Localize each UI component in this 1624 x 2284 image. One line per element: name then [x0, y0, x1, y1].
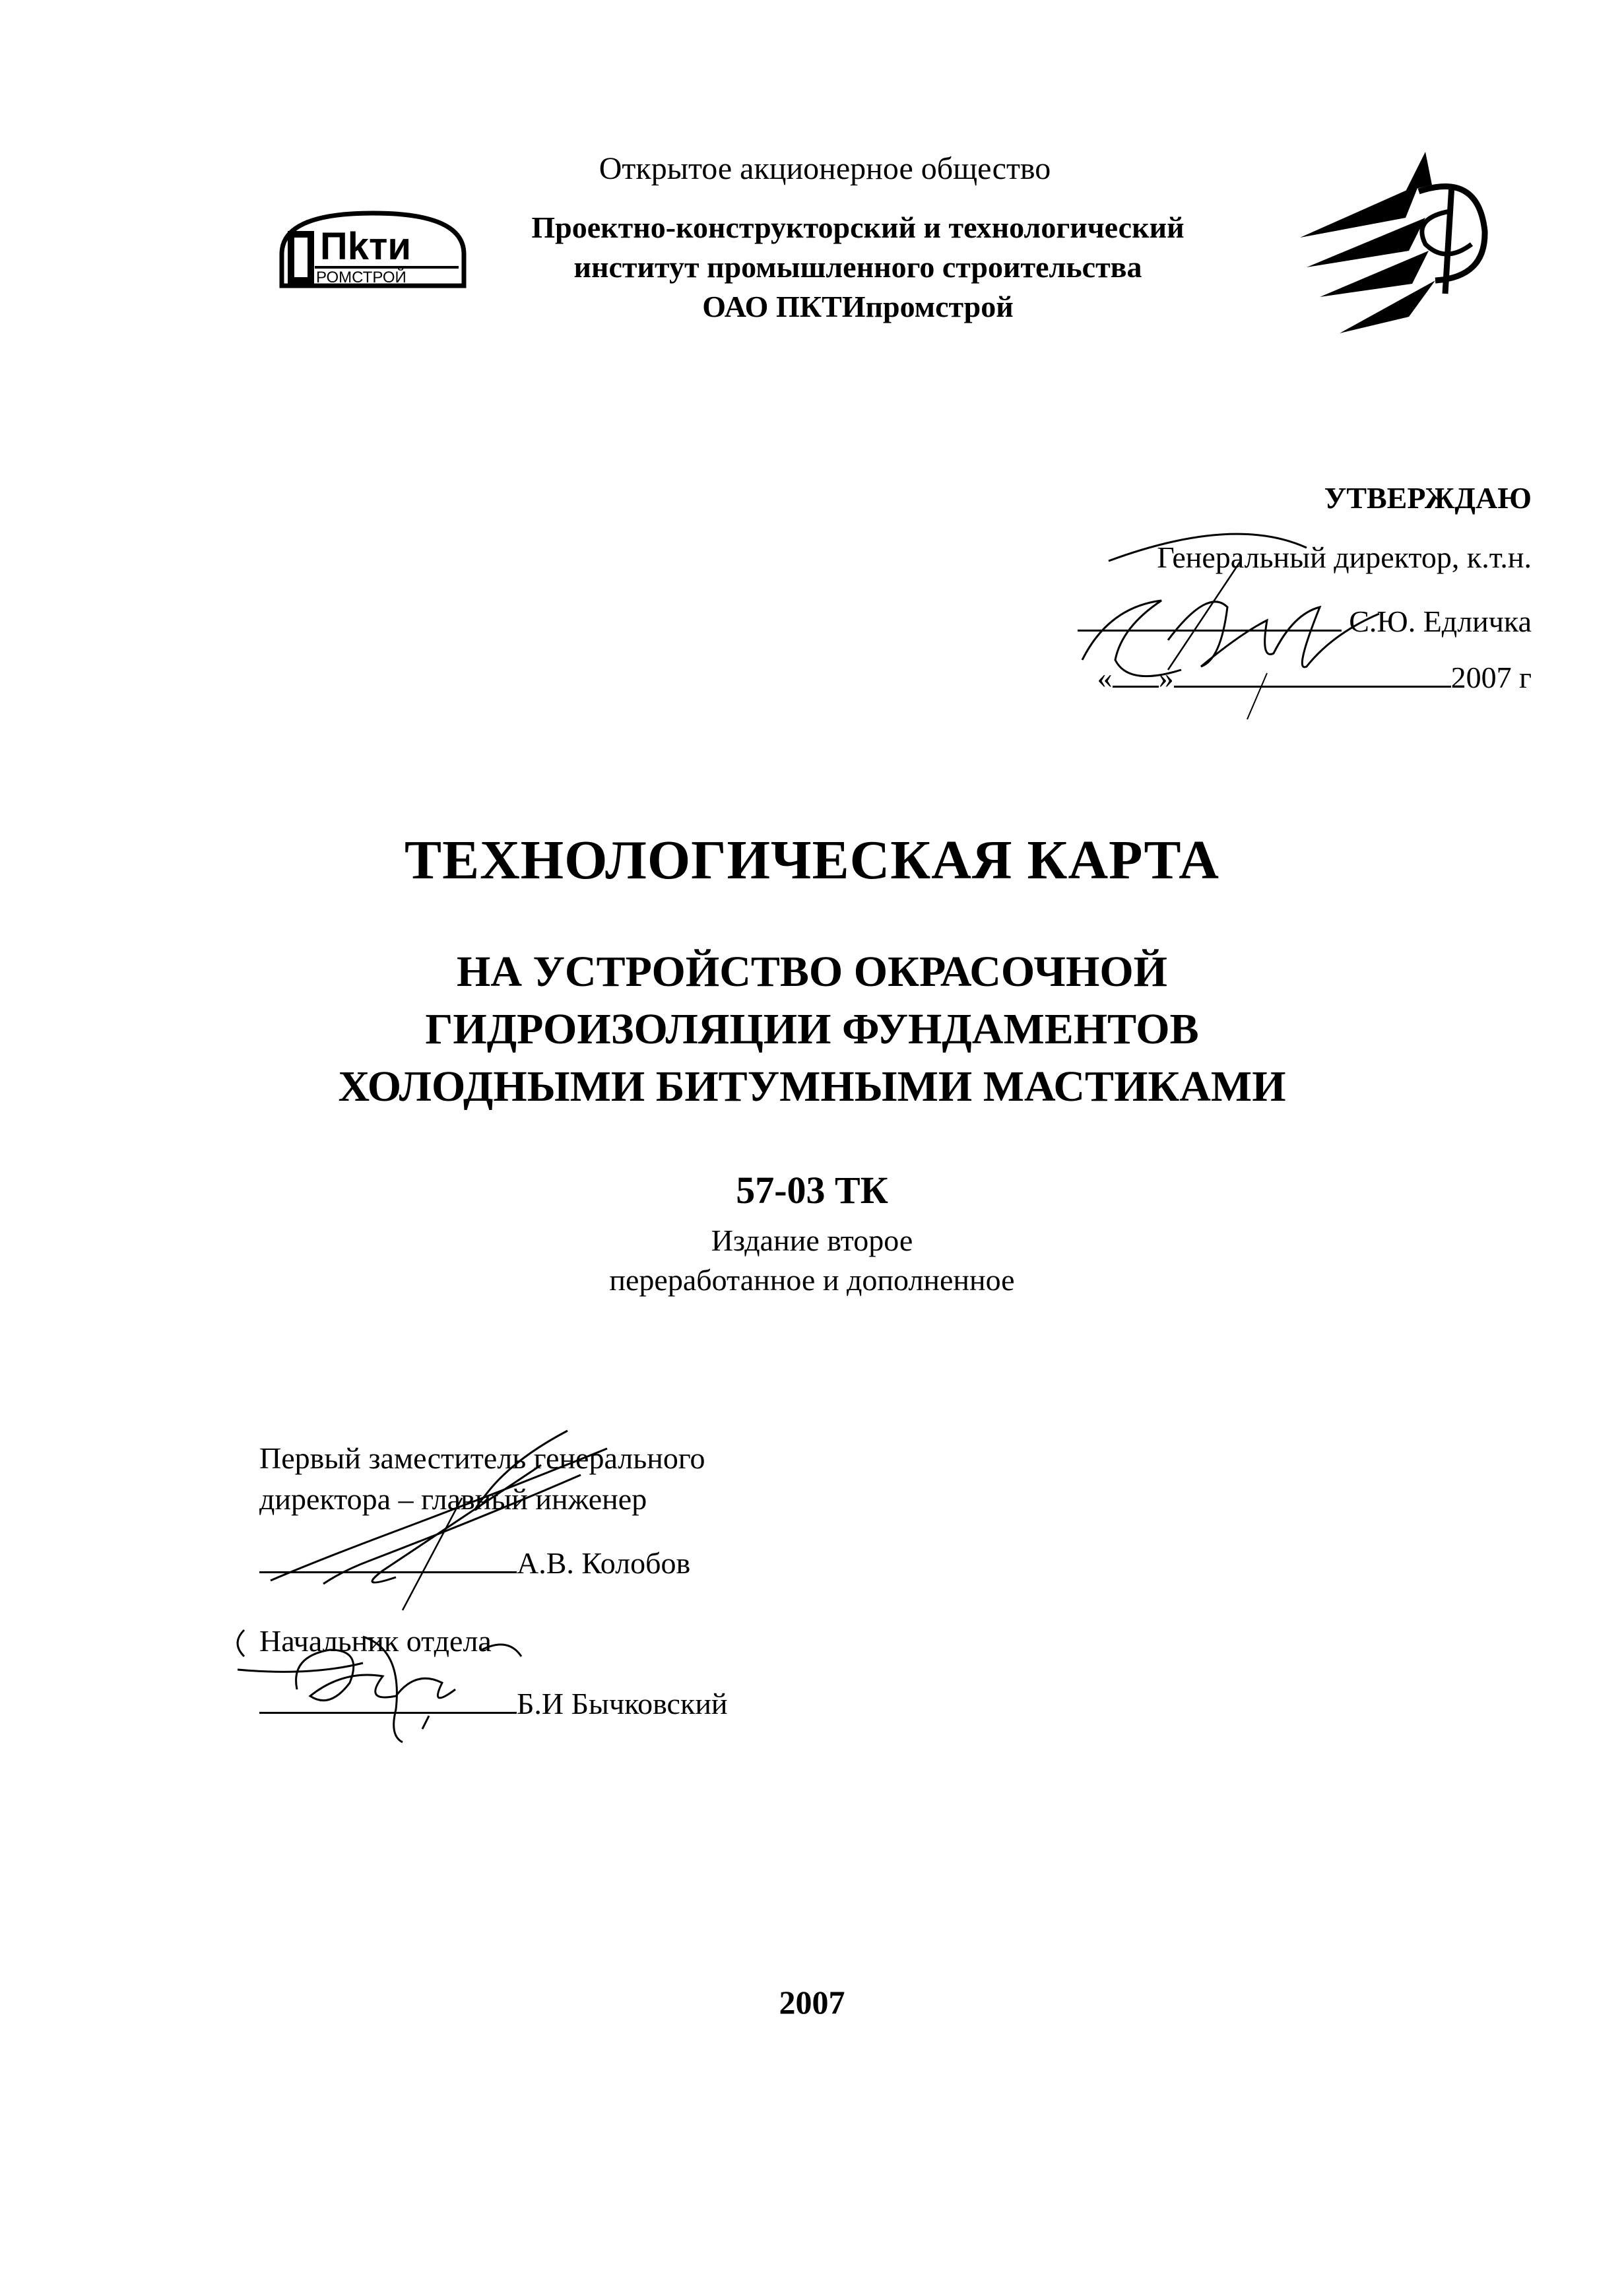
document-title: ТЕХНОЛОГИЧЕСКАЯ КАРТА	[405, 830, 1219, 891]
department-head-position: Начальник отдела	[259, 1624, 492, 1658]
edition-line1: Издание второе	[711, 1224, 913, 1257]
department-head-name: Б.И Бычковский	[517, 1687, 728, 1720]
approval-name: С.Ю. Едличка	[1349, 604, 1532, 638]
director-signature	[1069, 508, 1412, 726]
emblem-logo	[1293, 145, 1498, 343]
first-deputy-position-line2: директора – главный инженер	[259, 1482, 647, 1516]
approval-title: УТВЕРЖДАЮ	[1324, 481, 1532, 515]
date-close-quote: »	[1158, 661, 1174, 694]
document-code: 57-03 ТК	[736, 1169, 888, 1212]
document-subtitle-line2: ГИДРОИЗОЛЯЦИИ ФУНДАМЕНТОВ	[425, 1005, 1199, 1053]
first-deputy-name: А.В. Колобов	[517, 1546, 691, 1580]
chief-engineer-signature	[264, 1419, 713, 1617]
pkti-logo	[274, 208, 472, 294]
document-subtitle-line1: НА УСТРОЙСТВО ОКРАСОЧНОЙ	[456, 948, 1167, 996]
department-head-signature	[231, 1610, 548, 1755]
pkti-logo-subtext: РОМСТРОЙ	[316, 269, 406, 286]
org-name-line1: Проектно-конструкторский и технологический	[531, 211, 1185, 244]
approval-position: Генеральный директор, к.т.н.	[1157, 540, 1532, 574]
date-open-quote: «	[1097, 661, 1113, 694]
approval-year: 2007 г	[1450, 661, 1532, 694]
first-deputy-position-line1: Первый заместитель генерального	[259, 1441, 705, 1475]
org-name-line2: институт промышленного строительства	[573, 250, 1142, 284]
document-subtitle-line3: ХОЛОДНЫМИ БИТУМНЫМИ МАСТИКАМИ	[338, 1062, 1286, 1111]
org-name-line3: ОАО ПКТИпромстрой	[702, 290, 1014, 323]
footer-year: 2007	[779, 1984, 845, 2021]
edition-line2: переработанное и дополненное	[609, 1263, 1015, 1297]
org-type: Открытое акционерное общество	[599, 151, 1051, 186]
pkti-logo-text: Пkти	[320, 225, 412, 268]
